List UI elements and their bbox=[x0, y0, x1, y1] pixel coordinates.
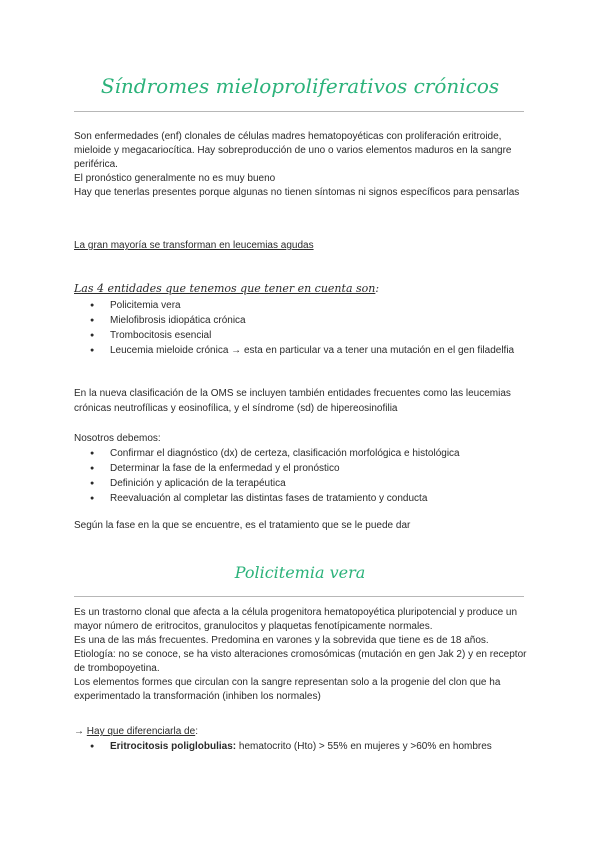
debemos-heading: Nosotros debemos: bbox=[74, 433, 161, 444]
list-item: ● Confirmar el diagnóstico (dx) de certeza, clasificación morfológica e histológica bbox=[90, 446, 520, 461]
awareness-line: Hay que tenerlas presentes porque algunas no tienen síntomas ni signos específicos para pensarlas bbox=[74, 187, 520, 198]
differentiate-colon: : bbox=[195, 726, 198, 737]
list-item: ● Trombocitosis esencial bbox=[90, 328, 520, 343]
section-divider bbox=[74, 596, 524, 597]
entities-list bbox=[90, 298, 520, 358]
list-item: ● Mielofibrosis idiopática crónica bbox=[90, 313, 520, 328]
fase-line: Según la fase en la que se encuentre, es el tratamiento que se le puede dar bbox=[74, 520, 411, 531]
oms-paragraph: En la nueva clasificación de la OMS se incluyen también entidades frecuentes como las leucemias crónicas neutrofílicas y eosinofílica, y el síndrome (sd) de hipereosinofilia bbox=[74, 388, 511, 414]
differentiate-list bbox=[90, 739, 520, 754]
list-item: ● Reevaluación al completar las distintas fases de tratamiento y conducta bbox=[90, 491, 520, 506]
section-title-policitemia: Policitemia vera bbox=[234, 563, 366, 582]
list-item: ● Policitemia vera bbox=[90, 298, 520, 313]
intro-paragraph: Son enfermedades (enf) clonales de células madres hematopoyéticas con proliferación eritroide, mieloide y megacariocítica. Hay sobreproducción de uno o varios elementos maduros en la sangre periférica. bbox=[74, 131, 512, 170]
list-item bbox=[90, 739, 520, 754]
policitemia-definition: Es un trastorno clonal que afecta a la célula progenitora hematopoyética pluripotencial y produce un mayor número de eritrocitos, granulocitos y plaquetas fenotípicamente normales. bbox=[74, 607, 518, 632]
page-title: Síndromes mieloproliferativos crónicos bbox=[100, 74, 500, 98]
entities-heading bbox=[74, 282, 379, 295]
title-divider bbox=[74, 111, 524, 112]
eritrocitosis-detail: hematocrito (Hto) > 55% en mujeres y >60% en hombres bbox=[236, 741, 492, 752]
entities-heading-colon: : bbox=[375, 282, 380, 295]
policitemia-section bbox=[74, 606, 529, 704]
differentiate-text: Hay que diferenciarla de bbox=[86, 726, 196, 737]
policitemia-etiology: Etiología: no se conoce, se ha visto alteraciones cromosómicas (mutación en gen Jak 2) y en receptor de trombopoyetina. bbox=[74, 649, 527, 674]
transformation-note: La gran mayoría se transforman en leucemias agudas bbox=[74, 240, 314, 251]
policitemia-formed-elements: Los elementos formes que circulan con la sangre representan solo a la progenie del clon que ha experimentado la transformación (inhiben los normales) bbox=[74, 677, 501, 702]
policitemia-frequency: Es una de las más frecuentes. Predomina en varones y la sobrevida que tiene es de 18 años. bbox=[74, 635, 489, 646]
differentiate-heading bbox=[74, 725, 529, 739]
entities-heading-text: Las 4 entidades que tenemos que tener en cuenta son bbox=[74, 282, 376, 295]
debemos-list bbox=[90, 446, 520, 506]
prognosis-line: El pronóstico generalmente no es muy bueno bbox=[74, 173, 276, 184]
list-item: ● Leucemia mieloide crónica → esta en particular va a tener una mutación en el gen filadelfia bbox=[90, 343, 520, 358]
list-item: ● Determinar la fase de la enfermedad y el pronóstico bbox=[90, 461, 520, 476]
eritrocitosis-label: Eritrocitosis poliglobulias: bbox=[110, 741, 237, 752]
arrow-icon: → bbox=[74, 726, 87, 737]
list-item: ● Definición y aplicación de la terapéutica bbox=[90, 476, 520, 491]
intro-section bbox=[74, 130, 529, 200]
